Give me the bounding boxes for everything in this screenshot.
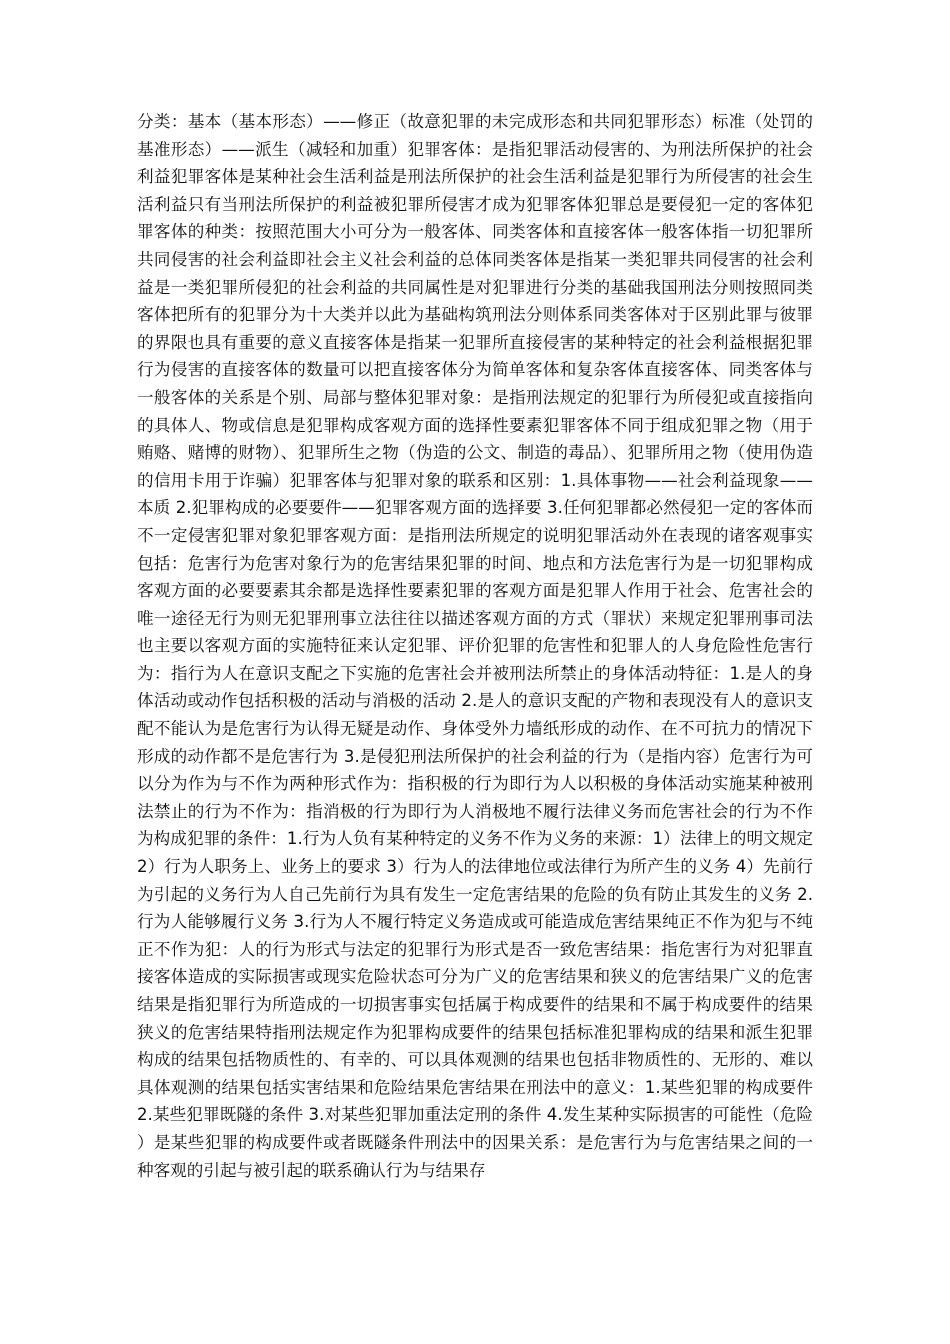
document-body-text: 分类：基本（基本形态）——修正（故意犯罪的未完成形态和共同犯罪形态）标准（处罚的基准形态）——派生（减轻和加重）犯罪客体：是指犯罪活动侵害的、为刑法所保护的社会利益犯罪客体是某种社会生活利益是刑法所保护的社会生活利益是犯罪行为所侵害的社会生活利益只有当刑法所保护的利益被犯罪所侵害才成为犯罪客体犯罪总是要侵犯一定的客体犯罪客体的种类：按照范围大小可分为一般客体、同类客体和直接客体一般客体指一切犯罪所共同侵害的社会利益即社会主义社会利益的总体同类客体是指某一类犯罪共同侵害的社会利益是一类犯罪所侵犯的社会利益的共同属性是对犯罪进行分类的基础我国刑法分则按照同类客体把所有的犯罪分为十大类并以此为基础构筑刑法分则体系同类客体对于区别此罪与彼罪的界限也具有重要的意义直接客体是指某一犯罪所直接侵害的某种特定的社会利益根据犯罪行为侵害的直接客体的数量可以把直接客体分为简单客体和复杂客体直接客体、同类客体与一般客体的关系是个别、局部与整体犯罪对象：是指刑法规定的犯罪行为所侵犯或直接指向的具体人、物或信息是犯罪构成客观方面的选择性要素犯罪客体不同于组成犯罪之物（用于贿赂、赌博的财物）、犯罪所生之物（伪造的公文、制造的毒品）、犯罪所用之物（使用伪造的信用卡用于诈骗）犯罪客体与犯罪对象的联系和区别：1.具体事物——社会利益现象——本质 2.犯罪构成的必要要件——犯罪客观方面的选择要 3.任何犯罪都必然侵犯一定的客体而不一定侵害犯罪对象犯罪客观方面：是指刑法所规定的说明犯罪活动外在表现的诸客观事实包括：危害行为危害对象行为的危害结果犯罪的时间、地点和方法危害行为是一切犯罪构成客观方面的必要要素其余都是选择性要素犯罪的客观方面是犯罪人作用于社会、危害社会的唯一途径无行为则无犯罪刑事立法往往以描述客观方面的方式（罪状）来规定犯罪刑事司法也主要以客观方面的实施特征来认定犯罪、评价犯罪的危害性和犯罪人的人身危险性危害行为：指行为人在意识支配之下实施的危害社会并被刑法所禁止的身体活动特征：1.是人的身体活动或动作包括积极的活动与消极的活动 2.是人的意识支配的产物和表现没有人的意识支配不能认为是危害行为认得无疑是动作、身体受外力墙纸形成的动作、在不可抗力的情况下形成的动作都不是危害行为 3.是侵犯刑法所保护的社会利益的行为（是指内容）危害行为可以分为作为与不作为两种形式作为：指积极的行为即行为人以积极的身体活动实施某种被刑法禁止的行为不作为：指消极的行为即行为人消极地不履行法律义务而危害社会的行为不作为构成犯罪的条件：1.行为人负有某种特定的义务不作为义务的来源：1）法律上的明文规定 2）行为人职务上、业务上的要求 3）行为人的法律地位或法律行为所产生的义务 4）先前行为引起的义务行为人自己先前行为具有发生一定危害结果的危险的负有防止其发生的义务 2.行为人能够履行义务 3.行为人不履行特定义务造成或可能造成危害结果纯正不作为犯与不纯正不作为犯：人的行为形式与法定的犯罪行为形式是否一致危害结果：指危害行为对犯罪直接客体造成的实际损害或现实危险状态可分为广义的危害结果和狭义的危害结果广义的危害结果是指犯罪行为所造成的一切损害事实包括属于构成要件的结果和不属于构成要件的结果狭义的危害结果特指刑法规定作为犯罪构成要件的结果包括标准犯罪构成的结果和派生犯罪构成的结果包括物质性的、有幸的、可以具体观测的结果也包括非物质性的、无形的、难以具体观测的结果包括实害结果和危险结果危害结果在刑法中的意义：1.某些犯罪的构成要件 2.某些犯罪既隧的条件 3.对某些犯罪加重法定刑的条件 4.发生某种实际损害的可能性（危险）是某些犯罪的构成要件或者既隧条件刑法中的因果关系：是危害行为与危害结果之间的一种客观的引起与被引起的联系确认行为与结果存 (137, 112, 813, 1180)
